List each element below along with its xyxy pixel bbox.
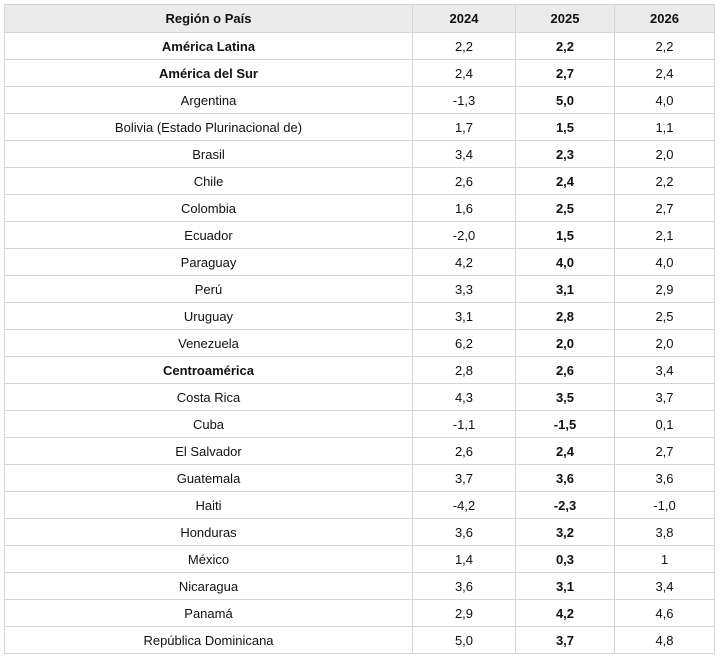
value-2026-cell: 3,6 — [615, 465, 715, 492]
forecast-table — [4, 4, 715, 654]
value-2026-cell: 3,7 — [615, 384, 715, 411]
value-2026-cell: -1,0 — [615, 492, 715, 519]
row-label: América del Sur — [5, 60, 413, 87]
row-label: Panamá — [5, 600, 413, 627]
value-2025-cell: 2,2 — [516, 33, 615, 60]
value-2026-cell: 4,6 — [615, 600, 715, 627]
value-2024-cell: 2,2 — [413, 33, 516, 60]
value-2025-cell: 2,4 — [516, 438, 615, 465]
value-2026-cell: 2,7 — [615, 438, 715, 465]
value-2026-cell: 1 — [615, 546, 715, 573]
value-2024-cell: 3,6 — [413, 573, 516, 600]
table-row — [5, 573, 715, 600]
value-2025-cell: 3,5 — [516, 384, 615, 411]
value-2025-cell: 3,1 — [516, 573, 615, 600]
value-2026-cell: 2,0 — [615, 141, 715, 168]
row-label: Haiti — [5, 492, 413, 519]
value-2026-cell: 4,8 — [615, 627, 715, 654]
value-2024-cell: 1,4 — [413, 546, 516, 573]
value-2024-cell: 2,8 — [413, 357, 516, 384]
value-2025-cell: 2,4 — [516, 168, 615, 195]
table-row — [5, 600, 715, 627]
value-2025-cell: 1,5 — [516, 114, 615, 141]
value-2026-cell: 3,4 — [615, 573, 715, 600]
row-label: México — [5, 546, 413, 573]
row-label: Ecuador — [5, 222, 413, 249]
row-label: Venezuela — [5, 330, 413, 357]
value-2025-cell: 3,2 — [516, 519, 615, 546]
value-2026-cell: 2,1 — [615, 222, 715, 249]
value-2026-cell: 3,4 — [615, 357, 715, 384]
table-row — [5, 546, 715, 573]
value-2025-cell: 3,6 — [516, 465, 615, 492]
value-2026-cell: 4,0 — [615, 249, 715, 276]
table-row — [5, 249, 715, 276]
value-2026-cell: 0,1 — [615, 411, 715, 438]
value-2025-cell: 5,0 — [516, 87, 615, 114]
value-2026-cell: 3,8 — [615, 519, 715, 546]
value-2024-cell: 4,2 — [413, 249, 516, 276]
value-2026-cell: 2,9 — [615, 276, 715, 303]
row-label: Nicaragua — [5, 573, 413, 600]
table-row — [5, 195, 715, 222]
row-label: Cuba — [5, 411, 413, 438]
value-2024-cell: 2,9 — [413, 600, 516, 627]
value-2025-cell: 3,7 — [516, 627, 615, 654]
table-row — [5, 384, 715, 411]
row-label: Chile — [5, 168, 413, 195]
row-label: Colombia — [5, 195, 413, 222]
row-label: El Salvador — [5, 438, 413, 465]
value-2025-cell: 4,2 — [516, 600, 615, 627]
value-2025-cell: -1,5 — [516, 411, 615, 438]
row-label: Perú — [5, 276, 413, 303]
value-2025-cell: 2,7 — [516, 60, 615, 87]
value-2025-cell: 2,3 — [516, 141, 615, 168]
table-row — [5, 141, 715, 168]
table-row — [5, 519, 715, 546]
value-2026-cell: 2,7 — [615, 195, 715, 222]
table-row — [5, 411, 715, 438]
value-2024-cell: 3,1 — [413, 303, 516, 330]
row-label: Argentina — [5, 87, 413, 114]
value-2024-cell: 3,3 — [413, 276, 516, 303]
row-label: Costa Rica — [5, 384, 413, 411]
table-row — [5, 303, 715, 330]
value-2026-cell: 2,2 — [615, 33, 715, 60]
value-2024-cell: 3,4 — [413, 141, 516, 168]
table-row — [5, 357, 715, 384]
value-2025-cell: 0,3 — [516, 546, 615, 573]
value-2024-cell: -1,1 — [413, 411, 516, 438]
value-2024-cell: 2,6 — [413, 438, 516, 465]
value-2024-cell: 5,0 — [413, 627, 516, 654]
table-row — [5, 60, 715, 87]
row-label: Uruguay — [5, 303, 413, 330]
header-2026: 2026 — [615, 5, 715, 33]
value-2025-cell: 4,0 — [516, 249, 615, 276]
value-2025-cell: 2,8 — [516, 303, 615, 330]
table-row — [5, 168, 715, 195]
table-row — [5, 114, 715, 141]
row-label: Paraguay — [5, 249, 413, 276]
value-2025-cell: 2,0 — [516, 330, 615, 357]
row-label: América Latina — [5, 33, 413, 60]
value-2025-cell: 2,5 — [516, 195, 615, 222]
value-2026-cell: 2,2 — [615, 168, 715, 195]
value-2026-cell: 2,0 — [615, 330, 715, 357]
value-2024-cell: -1,3 — [413, 87, 516, 114]
forecast-table-container — [4, 4, 715, 654]
table-body — [5, 33, 715, 654]
value-2026-cell: 2,4 — [615, 60, 715, 87]
value-2026-cell: 2,5 — [615, 303, 715, 330]
value-2024-cell: -4,2 — [413, 492, 516, 519]
value-2024-cell: 6,2 — [413, 330, 516, 357]
table-row — [5, 330, 715, 357]
value-2024-cell: 3,6 — [413, 519, 516, 546]
table-row — [5, 438, 715, 465]
table-row — [5, 87, 715, 114]
header-2024: 2024 — [413, 5, 516, 33]
row-label: Bolivia (Estado Plurinacional de) — [5, 114, 413, 141]
header-2025: 2025 — [516, 5, 615, 33]
table-row — [5, 276, 715, 303]
value-2024-cell: -2,0 — [413, 222, 516, 249]
row-label: Guatemala — [5, 465, 413, 492]
value-2024-cell: 3,7 — [413, 465, 516, 492]
value-2026-cell: 1,1 — [615, 114, 715, 141]
value-2024-cell: 2,4 — [413, 60, 516, 87]
table-header-row — [5, 5, 715, 33]
table-row — [5, 33, 715, 60]
value-2025-cell: -2,3 — [516, 492, 615, 519]
row-label: República Dominicana — [5, 627, 413, 654]
value-2024-cell: 4,3 — [413, 384, 516, 411]
header-region: Región o País — [5, 5, 413, 33]
table-row — [5, 222, 715, 249]
row-label: Brasil — [5, 141, 413, 168]
table-row — [5, 465, 715, 492]
value-2026-cell: 4,0 — [615, 87, 715, 114]
value-2025-cell: 2,6 — [516, 357, 615, 384]
value-2024-cell: 2,6 — [413, 168, 516, 195]
row-label: Honduras — [5, 519, 413, 546]
table-row — [5, 492, 715, 519]
value-2024-cell: 1,7 — [413, 114, 516, 141]
row-label: Centroamérica — [5, 357, 413, 384]
value-2025-cell: 1,5 — [516, 222, 615, 249]
value-2024-cell: 1,6 — [413, 195, 516, 222]
value-2025-cell: 3,1 — [516, 276, 615, 303]
table-row — [5, 627, 715, 654]
